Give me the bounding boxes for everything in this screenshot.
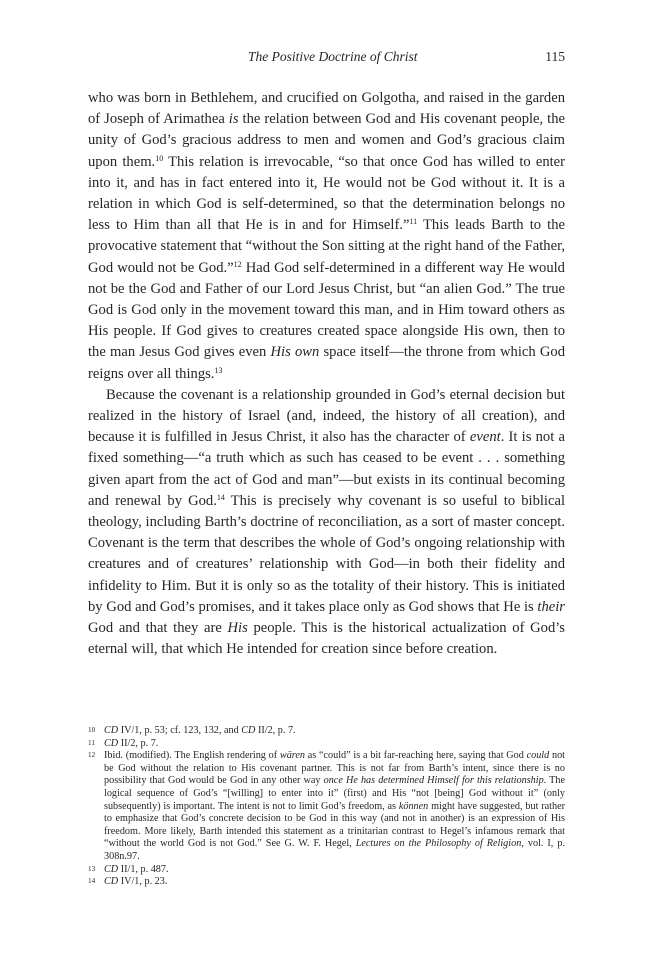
italic-text: event <box>469 429 501 446</box>
text-run: . It is not a fixed something—“a truth which as such has ceased to be event . . . something given apart from the act of God and man”—but exists in its continual becoming and renewal by God. <box>88 429 565 509</box>
footnote-number: 10 <box>88 726 96 734</box>
footnote <box>88 738 565 751</box>
italic-text: their <box>537 598 565 615</box>
text-run: might have suggested, but rather to emphasize that God’s concrete decision to be God in this way (and not in another) is an expression of His freedom. More likely, Barth intended this statement as a trinitarian contrast to Hegel’s infamous remark that “without the world God is not God.” See G. W. F. Hegel, <box>104 800 565 850</box>
text-run: II/2, p. 7. <box>255 725 296 736</box>
text-run: Ibid. (modified). The English rendering of <box>104 750 280 762</box>
footnotes <box>88 725 565 889</box>
text-run: . The logical sequence of God’s “[willing] to enter into it” (first) and His “not [being] God without it” (only subsequently) is important. The intent is not to limit God’s freedom, as <box>104 775 565 812</box>
body-text <box>88 88 565 660</box>
text-run: Because the covenant is a relationship grounded in God’s eternal decision but realized in the history of Israel (and, indeed, the history of all creation), and because it is fulfilled in Jesus Christ, it also has the character of <box>88 386 565 446</box>
footnote-ref: 10 <box>155 153 164 163</box>
text-run: God and that they are <box>88 620 228 637</box>
text-run: , vol. I, p. 308n.97. <box>104 838 565 862</box>
running-head <box>88 47 565 67</box>
footnote <box>88 876 565 889</box>
footnote-number: 12 <box>88 751 96 760</box>
footnote-ref: 14 <box>216 492 225 502</box>
footnote <box>88 750 565 863</box>
italic-text: once He has determined Himself for this relationship <box>323 775 544 787</box>
text-run: This leads Barth to the provocative statement that “without the Son sitting at the right hand of the Father, God would not be God.” <box>88 217 566 276</box>
text-run: II/2, p. 7. <box>118 737 159 749</box>
footnote-number: 14 <box>88 877 96 886</box>
text-run: as “could” is a bit far-reaching here, saying that God <box>305 750 527 762</box>
italic-text: His <box>227 620 248 637</box>
body-paragraph <box>88 385 565 661</box>
footnote-ref: 12 <box>233 259 242 269</box>
page-number: 115 <box>545 49 565 64</box>
italic-text: CD <box>241 725 256 736</box>
footnote-ref: 11 <box>409 217 418 227</box>
italic-text: wären <box>279 750 305 762</box>
text-run: people. This is the historical actualization of God’s eternal will, that which He intended for creation since before creation. <box>88 620 565 658</box>
footnote-number: 11 <box>88 738 95 747</box>
italic-text: is <box>228 111 239 128</box>
text-run: This is precisely why covenant is so useful to biblical theology, including Barth’s doctrine of reconciliation, as a sort of master concept. Covenant is the term that describes the whole of God’s ongoing relationship with creatures and of creatures’ relationship with God—in both their fidelity and infidelity to Him. But it is only so as the totality of their history. This is initiated by God and God’s promises, and it takes place only as God shows that He is <box>88 492 566 615</box>
footnote <box>88 725 565 738</box>
italic-text: können <box>398 800 429 812</box>
italic-text: CD <box>104 863 119 875</box>
body-paragraph <box>88 88 565 385</box>
italic-text: CD <box>104 876 119 888</box>
text-run: space itself—the throne from which God reigns over all things. <box>88 344 565 382</box>
footnote-ref: 13 <box>214 365 223 375</box>
footnote-number: 13 <box>88 864 96 873</box>
italic-text: Lectures on the Philosophy of Religion <box>355 838 522 850</box>
text-run: Had God self-determined in a different way He would not be the God and Father of our Lord Jesus Christ, but “an alien God.” The true God is God only in the movement toward this man, and in Him toward others as His people. If God gives to creatures created space alongside His own, then to the man Jesus God gives even <box>88 259 565 361</box>
italic-text: could <box>526 750 550 762</box>
text-run: who was born in Bethlehem, and crucified on Golgotha, and raised in the garden of Joseph of Arimathea <box>88 90 565 128</box>
text-run: IV/1, p. 53; cf. 123, 132, and <box>118 725 242 736</box>
italic-text: His own <box>270 344 320 361</box>
text-run: II/1, p. 487. <box>118 863 169 875</box>
italic-text: CD <box>104 725 119 736</box>
text-run: IV/1, p. 23. <box>118 876 168 888</box>
running-title: The Positive Doctrine of Christ <box>248 49 418 64</box>
text-run: not be God without the relation to His covenant partner. This is not far from Barth’s intent, since there is no possibility that God would be God in any other way <box>104 750 566 787</box>
footnote <box>88 864 565 877</box>
text-run: the relation between God and His covenant people, the unity of God’s gracious address to men and women and God’s gracious claim upon them. <box>88 111 565 170</box>
text-run: This relation is irrevocable, “so that once God has willed to enter into it, and has in fact entered into it, He would not be God without it. It is a relation in which God is self-determined, so that the determination belongs no less to Him than all that He is in and for Himself.” <box>88 153 566 234</box>
italic-text: CD <box>104 737 119 749</box>
